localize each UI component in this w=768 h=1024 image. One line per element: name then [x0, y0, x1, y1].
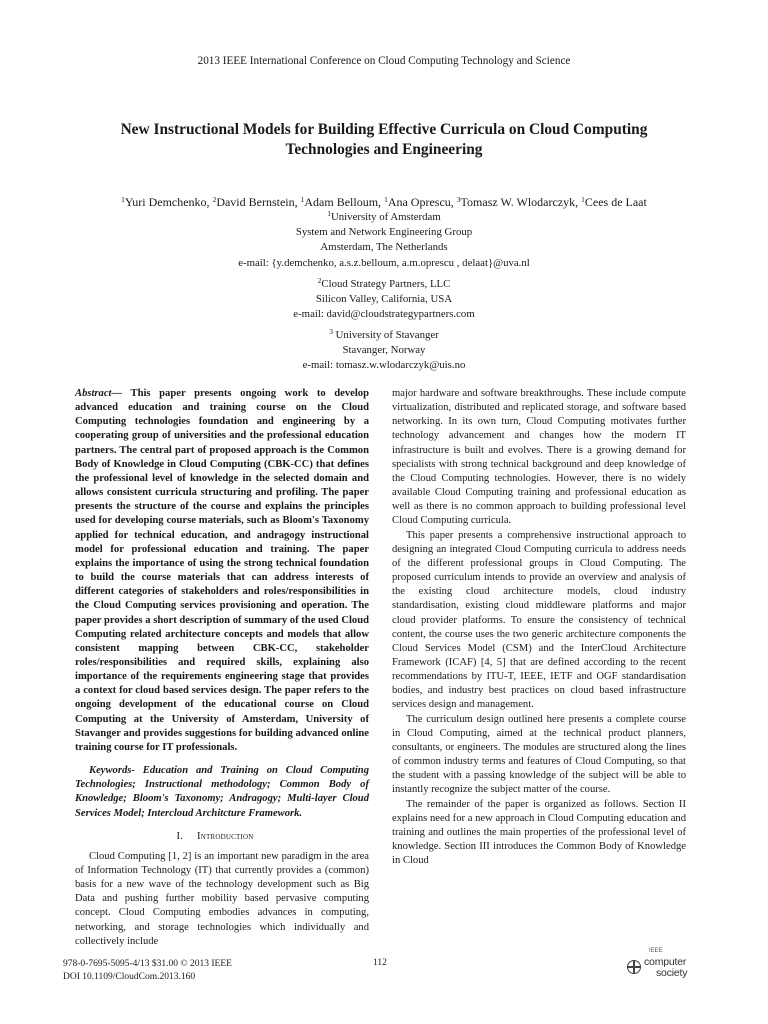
- paper-title: [90, 120, 678, 160]
- author-list: [0, 194, 768, 210]
- title-line-2: Technologies and Engineering: [285, 141, 483, 158]
- author-sup: 3: [456, 195, 461, 204]
- footer-copyright: [63, 958, 232, 983]
- intro-paragraph-4: The remainder of the paper is organized as follows. Section II explains need for a new approach in Cloud Computing education and training and outlines the main properties of the professional level of knowledge. Section III introduces the Common Body of Knowledge in Cloud: [392, 798, 686, 867]
- affiliation-line: Cloud Strategy Partners, LLC: [321, 278, 451, 290]
- affiliation-email: e-mail: tomasz.w.wlodarczyk@uis.no: [302, 359, 466, 372]
- author-sup: 1: [581, 195, 585, 204]
- footer-isbn: 978-0-7695-5095-4/13 $31.00 © 2013 IEEE: [63, 959, 232, 969]
- footer-doi: DOI 10.1109/CloudCom.2013.160: [63, 971, 196, 982]
- affiliation-line: Silicon Valley, California, USA: [315, 293, 453, 306]
- abstract: [75, 387, 369, 755]
- affiliation-sup: 1: [327, 209, 331, 218]
- abstract-label: Abstract—: [75, 388, 123, 399]
- affiliation-email: e-mail: david@cloudstrategypartners.com: [293, 308, 475, 321]
- logo-word-computer: computer: [644, 956, 687, 968]
- logo-tag: IEEE: [649, 948, 663, 954]
- author-sup: 1: [384, 195, 388, 204]
- left-column: [75, 387, 369, 949]
- author-sup: 2: [212, 195, 217, 204]
- author-name: Tomasz W. Wlodarczyk,: [460, 195, 579, 209]
- affiliation-3: [0, 328, 768, 374]
- author-name: Adam Belloum,: [304, 195, 382, 209]
- logo-word-society: society: [656, 967, 688, 979]
- intro-paragraph-1: Cloud Computing [1, 2] is an important new paradigm in the area of Information Technology (IT) that currently provides a (common) basis for a new wave of the technology development such as Big Data and pushing further mobility based pervasive computing concept. Cloud Computing embodies advances in computing, networking, and storage technologies which individually and collectively include: [75, 850, 369, 947]
- affiliation-line: University of Amsterdam: [330, 211, 441, 223]
- section-number: I.: [176, 830, 184, 842]
- intro-paragraph-3: The curriculum design outlined here presents a complete course in Cloud Computing, aimed at the technical product planners, consultants, or engineers. The modules are structured along the lines of common industry terms and features of Cloud Computing, so that the student with a passing knowledge of the subject will be able to instantly recognize the subject matter of the course.: [392, 713, 686, 796]
- affiliation-1: [0, 210, 768, 271]
- affiliation-sup: 3: [329, 327, 333, 336]
- conference-header: 2013 IEEE International Conference on Cloud Computing Technology and Science: [197, 55, 571, 67]
- section-heading: [75, 830, 369, 844]
- abstract-text: This paper presents ongoing work to develop advanced education and training course on the Cloud Computing technologies foundation and engineering by a cooperating group of universities and the professional education partners. The central part of proposed approach is the Common Body of Knowledge in Cloud Computing (CBK-CC) that defines the professional level of knowledge in the selected domain and allows consistent curricula structuring and profiling. The paper presents the structure of the course and explains the principles used for developing course materials, such as Bloom's Taxonomy applied for technical education, and andragogy instructional model for professional education and training. The paper explains the importance of using the strong technical foundation to build the course materials that can address interests of different categories of stakeholders and roles/responsibilities in the Cloud Computing services provisioning and operation. The paper provides a short description of summary of the used Cloud Computing related architecture concepts and models that allow consistent mapping between CBK-CC, stakeholder roles/responsibilities and required skills, explaining also importance of the requirements engineering stage that provides a context for cloud based services design. The paper refers to the ongoing development of the educational course on Cloud Computing at the University of Amsterdam, University of Stavanger and provides suggestions for building advanced online training course for IT professionals.: [75, 388, 369, 753]
- author-name: Cees de Laat: [584, 195, 647, 209]
- author-name: David Bernstein,: [216, 195, 298, 209]
- author-name: Yuri Demchenko,: [124, 195, 210, 209]
- page-number: 112: [373, 958, 387, 968]
- ieee-computer-society-logo: [627, 948, 707, 986]
- affiliation-2: [0, 277, 768, 323]
- affiliation-line: Stavanger, Norway: [342, 344, 426, 357]
- title-line-1: New Instructional Models for Building Effective Curricula on Cloud Computing: [120, 121, 648, 138]
- affiliation-line: System and Network Engineering Group: [295, 226, 473, 239]
- right-column: [392, 387, 686, 868]
- affiliation-line: University of Stavanger: [332, 329, 439, 341]
- keywords: Keywords- Education and Training on Cloud Computing Technologies; Instructional methodology; Common Body of Knowledge; Bloom's Taxonomy; Andragogy; Multi-layer Cloud Services Model; Intercloud Architcture Framework.: [75, 765, 369, 819]
- intro-paragraph-cont: major hardware and software breakthroughs. These include compute virtualization, distributed and replicated storage, and software based networking. In its own turn, Cloud Computing motivates further technology advancement and changes how the modern IT infrastructure is built and evolves. There is a growing demand for specialists with strong technical background and deep knowledge of the Cloud Computing technologies. However, there is no widely available Cloud Computing training and professional education as well as there is no common approach to building professional level Cloud Computing curricula.: [392, 388, 686, 527]
- author-name: Ana Oprescu,: [387, 195, 454, 209]
- author-sup: 1: [121, 195, 125, 204]
- section-title: Introduction: [197, 830, 254, 842]
- affiliation-email: e-mail: {y.demchenko, a.s.z.belloum, a.m.oprescu , delaat}@uva.nl: [238, 256, 530, 269]
- intro-paragraph-2: This paper presents a comprehensive instructional approach to designing an integrated Cloud Computing curricula to address needs of the different professional groups in Cloud Computing. The proposed curriculum intends to provide an overview and analysis of the existing cloud architecture models, cloud industry standardisation, existing cloud middleware platforms and major cloud provider platforms. To ensure the consistency of technical content, the course uses the two generic architecture components the Cloud Services Model (CSM) and the InterCloud Architecture Framework (ICAF) [4, 5] that are defined according to the recent recommendations by ITU-T, IEEE, IETF and OGF standardisation bodies, and industry best practices on cloud based infrastructure services design and management.: [392, 529, 686, 711]
- affiliation-sup: 2: [317, 276, 322, 285]
- author-sup: 1: [300, 195, 305, 204]
- affiliation-line: Amsterdam, The Netherlands: [320, 241, 448, 254]
- globe-icon: [627, 960, 641, 974]
